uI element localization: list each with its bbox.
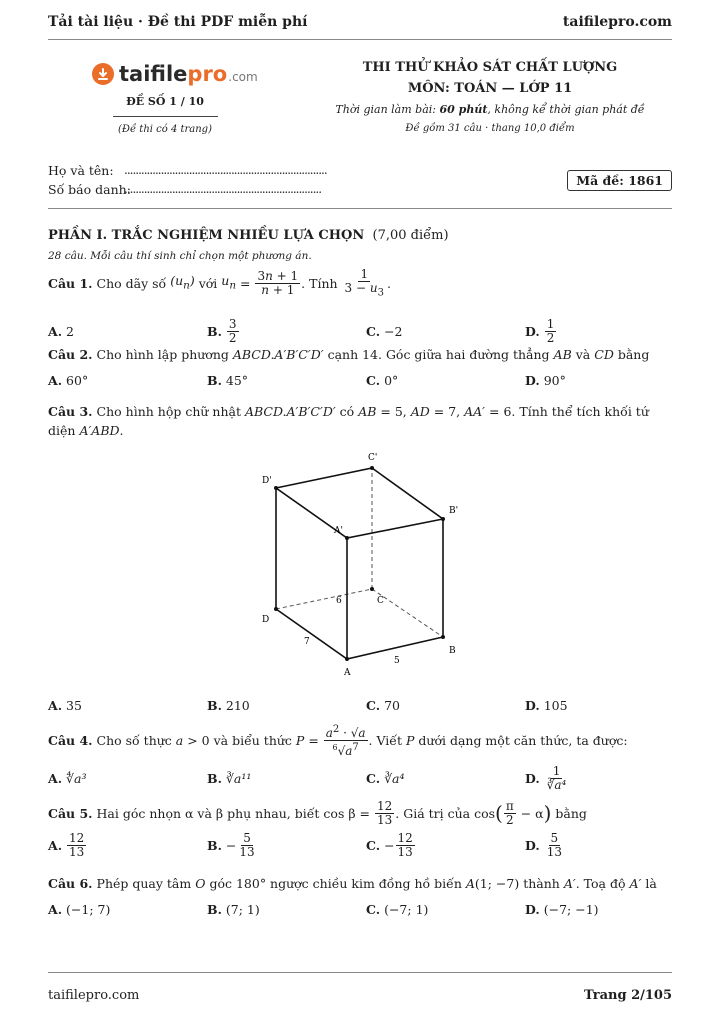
- option-c[interactable]: C. 0°: [366, 373, 399, 388]
- name-field[interactable]: ........................................................................: [124, 163, 327, 177]
- options-5: [48, 832, 672, 859]
- logo-text-c: .com: [228, 70, 258, 84]
- option-c[interactable]: C. 70: [366, 698, 400, 713]
- question-4: Câu 4. Cho số thực a > 0 và biểu thức P = $\frac{a^2 \cdot √a}{^6√a^7}$ . Viết P dưới dạng một căn thức, ta được:: [48, 724, 628, 758]
- download-icon: [92, 63, 114, 85]
- option-d[interactable]: D. 105: [525, 698, 568, 713]
- option-a[interactable]: A. 60°: [48, 373, 89, 388]
- label-b-prime: B': [449, 506, 459, 516]
- label-d: D: [262, 615, 270, 625]
- option-b[interactable]: B. ∛a¹¹: [207, 771, 252, 786]
- option-c[interactable]: C. (−7; 1): [366, 902, 429, 917]
- logo: [92, 62, 258, 86]
- exam-number-underline: [113, 116, 218, 117]
- option-a[interactable]: A. (−1; 7): [48, 902, 111, 917]
- label-a-prime: A': [334, 526, 343, 536]
- top-site-title: Tải tài liệu · Đề thi PDF miễn phí: [48, 14, 308, 30]
- dim-ad: 7: [304, 637, 310, 647]
- question-6: Câu 6. Phép quay tâm O góc 180° ngược chiều kim đồng hồ biến A(1; −7) thành A′. Toạ độ A′ là: [48, 876, 657, 891]
- question-5: Câu 5. Hai góc nhọn α và β phụ nhau, biết cos β = $\frac{12}{13}$ . Giá trị của cos ( $\frac{\pi}{2}$ − α ) bằng: [48, 799, 587, 827]
- option-b[interactable]: B. $\frac{3}{2}$: [207, 317, 237, 345]
- option-b[interactable]: B. 210: [207, 698, 250, 713]
- option-a[interactable]: A. $\frac{12}{13}$: [48, 831, 85, 859]
- label-b: B: [449, 646, 456, 656]
- option-d[interactable]: D. (−7; −1): [525, 902, 599, 917]
- page-number: Trang 2/105: [584, 988, 672, 1003]
- options-4: [48, 765, 672, 792]
- question-3: Câu 3. Cho hình hộp chữ nhật ABCD.A′B′C′D′ có AB = 5, AD = 7, AA′ = 6. Tính thể tích khối tứ diện A′ABD.: [48, 404, 649, 438]
- exam-time: Thời gian làm bài: 60 phút, không kể thời gian phát đề: [335, 103, 645, 116]
- page-count-note: (Đề thi có 4 trang): [118, 124, 212, 135]
- top-site-url[interactable]: taifilepro.com: [562, 14, 672, 30]
- section-note: 28 câu. Mỗi câu thí sinh chỉ chọn một phương án.: [48, 250, 312, 262]
- options-3: [48, 698, 672, 713]
- options-2: [48, 373, 672, 388]
- option-b[interactable]: B. 45°: [207, 373, 249, 388]
- exam-subject: MÔN: TOÁN — LỚP 11: [407, 81, 573, 96]
- option-b[interactable]: B. (7; 1): [207, 902, 260, 917]
- dim-aa: 6: [336, 596, 342, 606]
- option-a[interactable]: A. 2: [48, 324, 74, 339]
- option-c[interactable]: C. − $\frac{12}{13}$: [366, 831, 413, 859]
- exam-info: Đề gồm 31 câu · thang 10,0 điểm: [405, 123, 575, 134]
- exam-number: ĐỀ SỐ 1 / 10: [126, 95, 204, 108]
- section-header: PHẦN I. TRẮC NGHIỆM NHIỀU LỰA CHỌN (7,00 điểm): [48, 228, 449, 243]
- info-divider: [48, 208, 672, 209]
- option-d[interactable]: D. 90°: [525, 373, 566, 388]
- label-c-prime: C': [368, 453, 378, 463]
- logo-text-b: pro: [187, 62, 228, 86]
- options-1: [48, 318, 672, 345]
- footer-divider: [48, 972, 672, 973]
- question-1: Câu 1. Cho dãy số $(u_n)$ với $u_n$ = $\frac{3n + 1}{n + 1}$ . Tính $\frac{1}{3 - u_3}$ .: [48, 267, 391, 299]
- name-label: Họ và tên:: [48, 163, 114, 178]
- question-2: Câu 2. Cho hình lập phương ABCD.A′B′C′D′ cạnh 14. Góc giữa hai đường thẳng AB và CD bằng: [48, 347, 650, 362]
- exam-code-box: Mã đề: 1861: [567, 170, 672, 191]
- label-d-prime: D': [262, 476, 272, 486]
- id-field[interactable]: ......................................................................: [124, 182, 322, 196]
- label-a: A: [344, 668, 351, 678]
- option-c[interactable]: C. ∛a⁴: [366, 771, 405, 786]
- option-d[interactable]: D. $\frac{5}{13}$: [525, 831, 563, 859]
- id-label: Số báo danh:: [48, 182, 131, 197]
- option-d[interactable]: D. $\frac{1}{\text{∛a⁴}}$: [525, 764, 567, 792]
- exam-title: THI THỬ KHẢO SÁT CHẤT LƯỢNG: [362, 60, 618, 75]
- cuboid-figure: [250, 448, 470, 688]
- option-a[interactable]: A. 35: [48, 698, 82, 713]
- logo-text-a: taifile: [119, 62, 188, 86]
- option-a[interactable]: A. ∜a³: [48, 771, 87, 786]
- options-6: [48, 902, 672, 917]
- option-d[interactable]: D. $\frac{1}{2}$: [525, 317, 555, 345]
- footer-url[interactable]: taifilepro.com: [48, 988, 140, 1003]
- top-divider: [48, 39, 672, 40]
- option-c[interactable]: C. −2: [366, 324, 403, 339]
- dim-ab: 5: [394, 656, 400, 666]
- label-c: C: [377, 596, 384, 606]
- option-b[interactable]: B. − $\frac{5}{13}$: [207, 831, 255, 859]
